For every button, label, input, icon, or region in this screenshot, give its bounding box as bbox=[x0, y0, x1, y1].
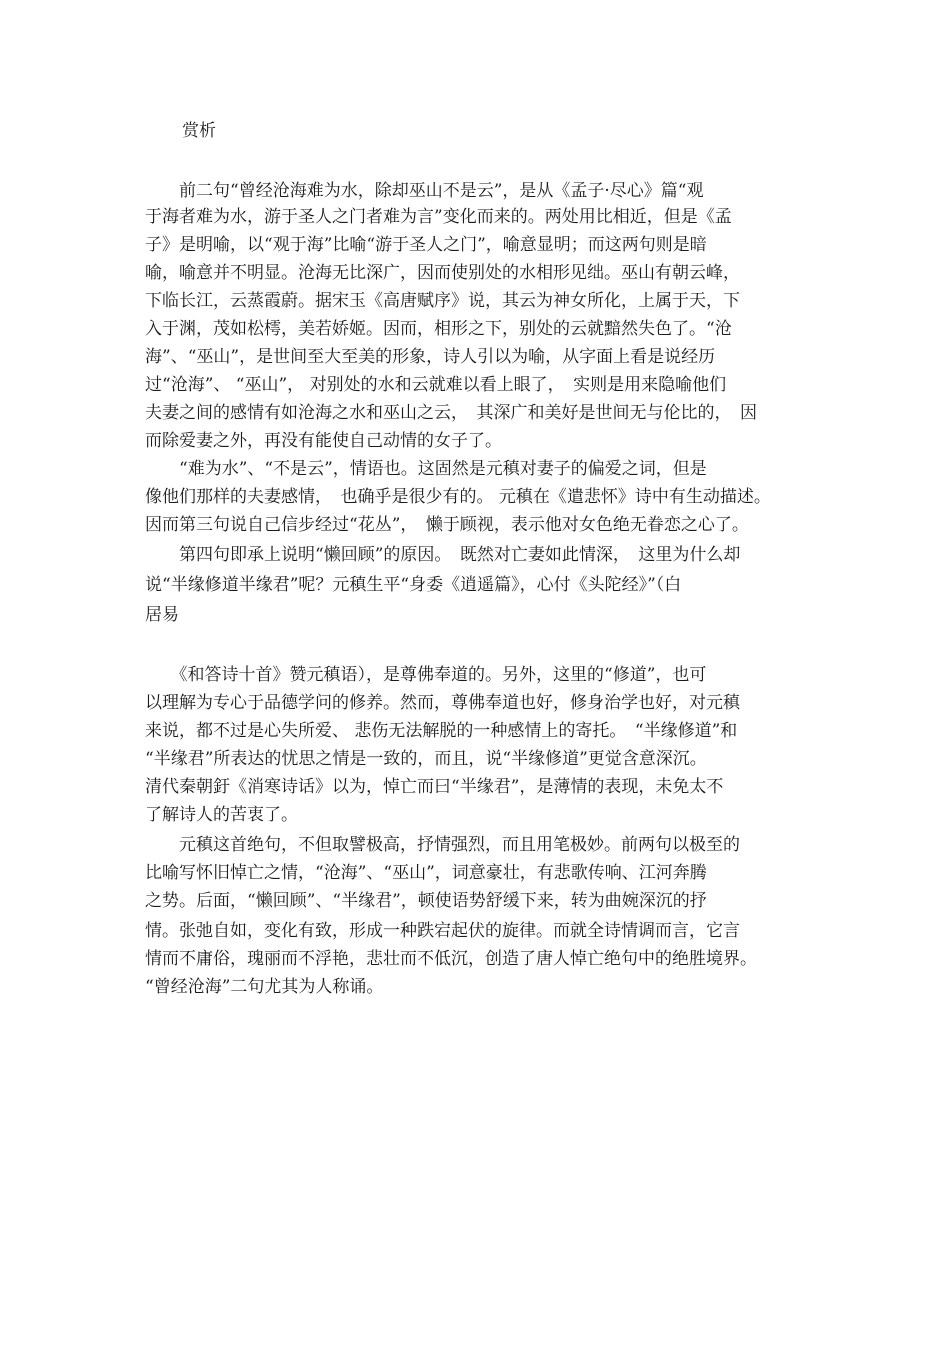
section-heading: 赏析 bbox=[182, 121, 216, 141]
paragraph-line: 比喻写怀旧悼亡之情，“沧海”、“巫山”，词意豪壮，有悲歌传响、江河奔腾 bbox=[145, 863, 707, 883]
paragraph-line: 夫妻之间的感情有如沧海之水和巫山之云， 其深广和美好是世间无与伦比的， 因 bbox=[145, 403, 757, 423]
paragraph-line: 《和答诗十首》赞元稹语），是尊佛奉道的。另外，这里的“修道”，也可 bbox=[145, 665, 707, 685]
paragraph-line: 第四句即承上说明“懒回顾”的原因。 既然对亡妻如此情深， 这里为什么却 bbox=[145, 545, 741, 565]
paragraph-line: 下临长江，云蒸霞蔚。据宋玉《高唐赋序》说，其云为神女所化，上属于天，下 bbox=[145, 291, 740, 311]
paragraph-line: “曾经沧海”二句尤其为人称诵。 bbox=[145, 977, 384, 997]
paragraph-line: 居易 bbox=[145, 605, 179, 625]
paragraph-line: 说“半缘修道半缘君”呢？元稹生平“身委《逍遥篇》，心付《头陀经》”（白 bbox=[145, 575, 682, 595]
paragraph-line: “难为水”、“不是云”，情语也。这固然是元稹对妻子的偏爱之词，但是 bbox=[145, 459, 707, 479]
paragraph-line: 元稹这首绝句，不但取譬极高，抒情强烈，而且用笔极妙。前两句以极至的 bbox=[145, 835, 740, 855]
paragraph-line: 之势。后面，“懒回顾”、“半缘君”，顿使语势舒缓下来，转为曲婉深沉的抒 bbox=[145, 891, 707, 911]
paragraph-line: 以理解为专心于品德学问的修养。然而，尊佛奉道也好，修身治学也好，对元稹 bbox=[145, 693, 740, 713]
paragraph-line: 因而第三句说自己信步经过“花丛”， 懒于顾视，表示他对女色绝无眷恋之心了。 bbox=[145, 515, 749, 535]
paragraph-line: 海”、“巫山”，是世间至大至美的形象，诗人引以为喻，从字面上看是说经历 bbox=[145, 347, 716, 367]
paragraph-line: 入于渊，茂如松樗，美若娇姬。因而，相形之下，别处的云就黯然失色了。“沧 bbox=[145, 319, 732, 339]
paragraph-line: 来说，都不过是心失所爱、 悲伤无法解脱的一种感情上的寄托。 “半缘修道”和 bbox=[145, 721, 738, 741]
paragraph-line: 而除爱妻之外，再没有能使自己动情的女子了。 bbox=[145, 431, 502, 451]
paragraph-line: 前二句“曾经沧海难为水，除却巫山不是云”，是从《孟子·尽心》篇“观 bbox=[145, 181, 704, 201]
paragraph-line: 像他们那样的夫妻感情， 也确乎是很少有的。 元稹在《遣悲怀》诗中有生动描述。 bbox=[145, 487, 771, 507]
paragraph-line: 情而不庸俗，瑰丽而不浮艳，悲壮而不低沉，创造了唐人悼亡绝句中的绝胜境界。 bbox=[145, 949, 757, 969]
paragraph-line: 清代秦朝釪《消寒诗话》以为，悼亡而曰“半缘君”，是薄情的表现，未免太不 bbox=[145, 777, 724, 797]
paragraph-line: 子》是明喻，以“观于海”比喻“游于圣人之门”，喻意显明；而这两句则是暗 bbox=[145, 235, 707, 255]
paragraph-line: “半缘君”所表达的忧思之情是一致的，而且，说“半缘修道”更觉含意深沉。 bbox=[145, 749, 707, 769]
paragraph-line: 了解诗人的苦衷了。 bbox=[145, 805, 298, 825]
paragraph-line: 情。张弛自如，变化有致，形成一种跌宕起伏的旋律。而就全诗情调而言，它言 bbox=[145, 921, 740, 941]
paragraph-line: 于海者难为水，游于圣人之门者难为言”变化而来的。两处用比相近，但是《孟 bbox=[145, 207, 732, 227]
paragraph-line: 喻，喻意并不明显。沧海无比深广，因而使别处的水相形见绌。巫山有朝云峰， bbox=[145, 263, 740, 283]
paragraph-line: 过“沧海”、 “巫山”， 对别处的水和云就难以看上眼了， 实则是用来隐喻他们 bbox=[145, 375, 727, 395]
